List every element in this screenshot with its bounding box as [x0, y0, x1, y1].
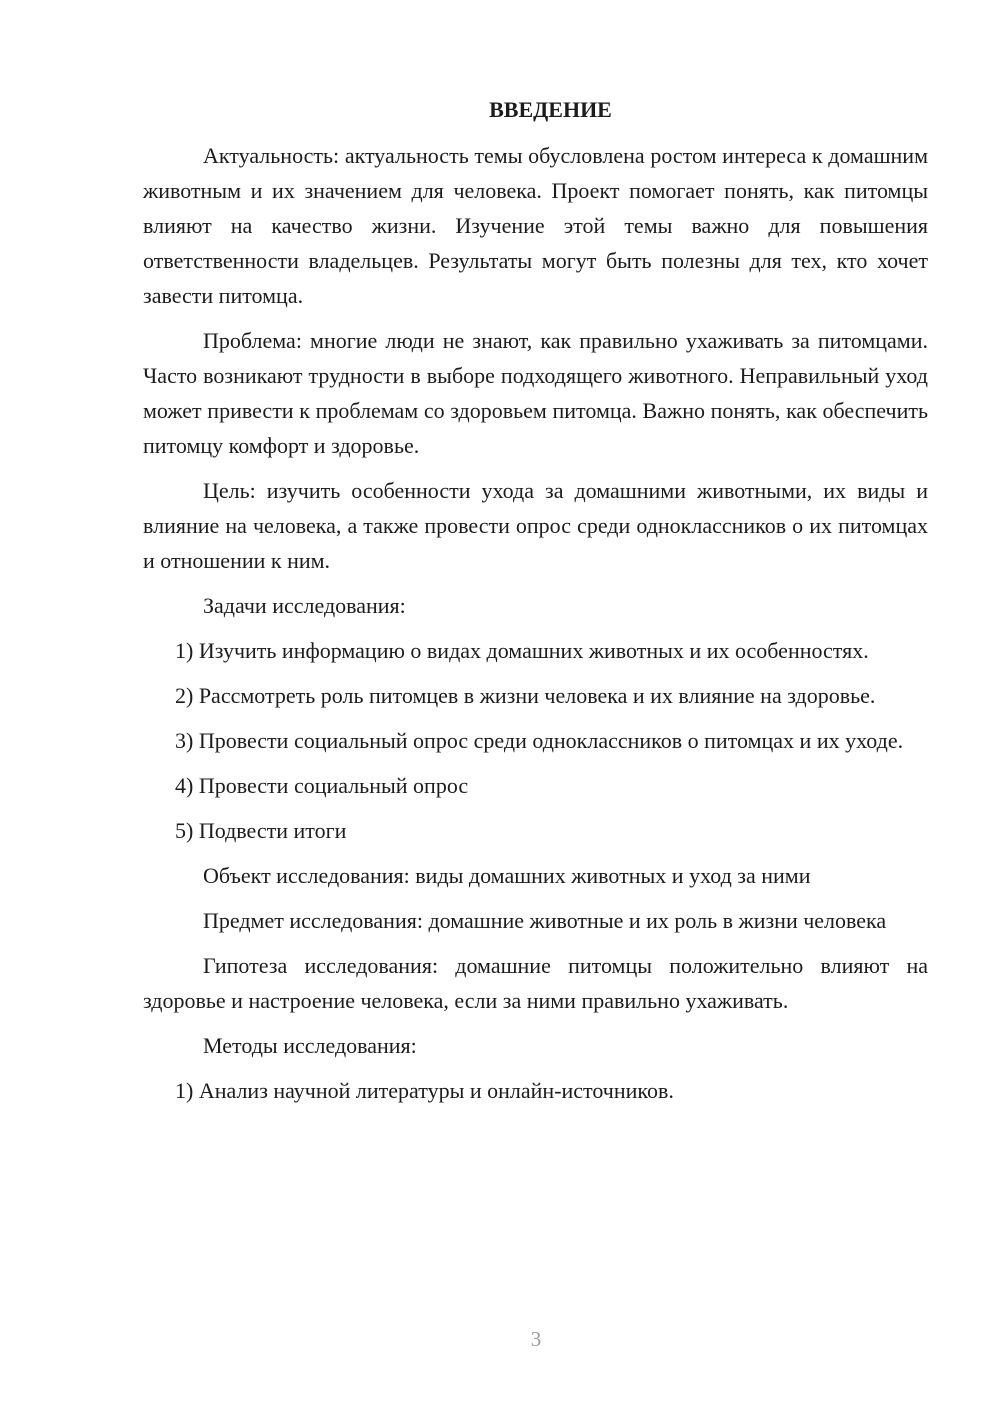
document-body — [143, 92, 928, 1118]
page-number: 3 — [530, 1327, 542, 1351]
task-item-2: 2) Рассмотреть роль питомцев в жизни человека и их влияние на здоровье. — [175, 683, 876, 708]
task-item-5: 5) Подвести итоги — [175, 818, 347, 843]
paragraph-hypothesis: Гипотеза исследования: домашние питомцы положительно влияют на здоровье и настроение человека, если за ними правильно ухаживать. — [143, 953, 928, 1013]
method-item-1: 1) Анализ научной литературы и онлайн-источников. — [175, 1078, 674, 1103]
paragraph-problem: Проблема: многие люди не знают, как правильно ухаживать за питомцами. Часто возникают трудности в выборе подходящего животного. Неправильный уход может привести к проблемам со здоровьем питомца. Важно понять, как обеспечить питомцу комфорт и здоровье. — [143, 328, 928, 458]
paragraph-object: Объект исследования: виды домашних животных и уход за ними — [203, 863, 811, 888]
paragraph-goal: Цель: изучить особенности ухода за домашними животными, их виды и влияние на человека, а также провести опрос среди одноклассников о их питомцах и отношении к ним. — [143, 478, 928, 573]
paragraph-subject: Предмет исследования: домашние животные и их роль в жизни человека — [203, 908, 887, 933]
paragraph-methods-heading: Методы исследования: — [203, 1033, 417, 1058]
paragraph-relevance: Актуальность: актуальность темы обусловлена ростом интереса к домашним животным и их значением для человека. Проект помогает понять, как питомцы влияют на качество жизни. Изучение этой темы важно для повышения ответственности владельцев. Результаты могут быть полезны для тех, кто хочет завести питомца. — [143, 143, 928, 308]
paragraph-tasks-heading: Задачи исследования: — [203, 593, 406, 618]
task-item-1: 1) Изучить информацию о видах домашних животных и их особенностях. — [175, 638, 869, 663]
task-item-3: 3) Провести социальный опрос среди одноклассников о питомцах и их уходе. — [175, 728, 904, 753]
section-heading: ВВЕДЕНИЕ — [489, 97, 612, 122]
task-item-4: 4) Провести социальный опрос — [175, 773, 469, 798]
